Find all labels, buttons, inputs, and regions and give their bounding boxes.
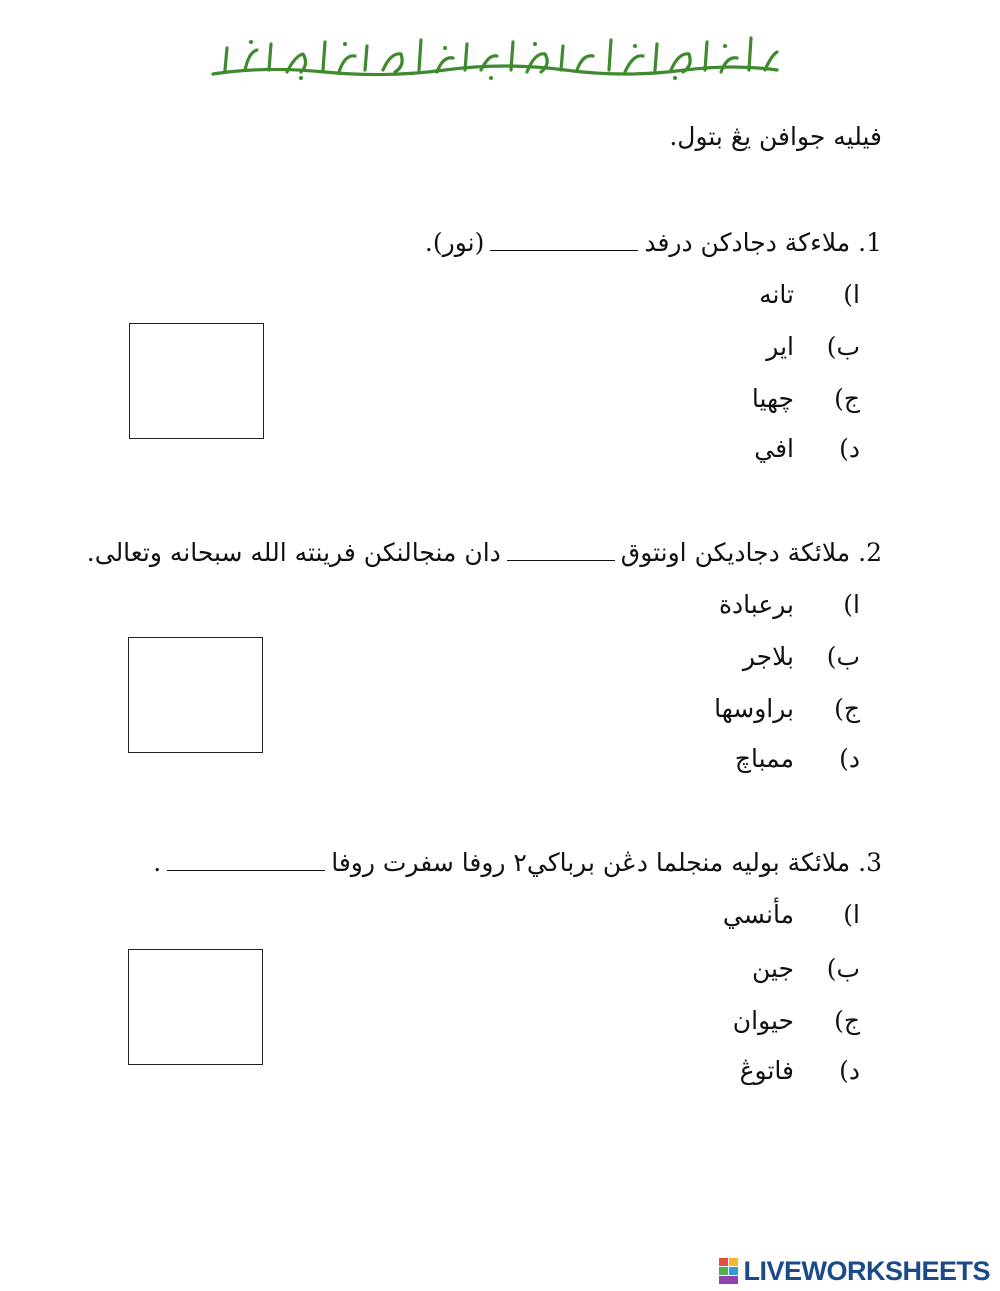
option-text: تانه (759, 280, 794, 309)
calligraphy-logo (205, 30, 785, 82)
option-letter: د) (839, 744, 860, 773)
logo-text: LIVEWORKSHEETS (743, 1255, 990, 1286)
question-text-end: . (153, 848, 162, 877)
option-text: براوسها (714, 694, 794, 723)
question-text-start: ملائکة دجاديکن اونتوق (620, 538, 851, 567)
option-text: برعبادة (718, 590, 794, 619)
option-text: فاتوڠ (739, 1056, 794, 1085)
option-a (759, 280, 860, 309)
option-d (754, 434, 860, 463)
question-2 (87, 538, 882, 567)
option-letter: ج) (834, 694, 860, 723)
option-text: چهيا (751, 384, 794, 413)
option-d (735, 744, 860, 773)
option-letter: ب) (826, 332, 860, 361)
option-a (719, 590, 860, 619)
option-letter: د) (839, 1056, 860, 1085)
option-text: ممباچ (734, 744, 794, 773)
option-d (740, 1056, 860, 1085)
option-letter: ب) (826, 954, 860, 983)
liveworksheets-icon (719, 1258, 739, 1284)
option-text: بلاجر (742, 642, 794, 671)
instruction-text: فيليه جوافن يڠ بتول. (669, 122, 882, 151)
option-c (733, 1006, 860, 1035)
option-c (752, 384, 860, 413)
question-text-start: ملائکة بوليه منجلما دڠن برباکي٢ روفا سفرت روفا (331, 848, 851, 877)
option-c (714, 694, 860, 723)
option-letter: ا) (843, 590, 860, 619)
option-letter: د) (839, 434, 860, 463)
question-text-end: (نور). (424, 228, 485, 257)
option-text: جين (751, 954, 794, 983)
question-text-end: دان منجالنکن فرينته الله سبحانه وتعالى. (86, 538, 501, 567)
option-text: مأنسي (722, 900, 794, 929)
answer-box-question-1[interactable] (129, 323, 264, 439)
answer-blank (490, 230, 638, 251)
liveworksheets-logo[interactable] (719, 1255, 990, 1287)
school-name-calligraphy-banner (205, 30, 785, 82)
option-letter: ا) (843, 900, 860, 929)
question-number: 1. (858, 228, 882, 257)
option-text: اير (766, 332, 794, 361)
option-letter: ب) (826, 642, 860, 671)
question-text-start: ملاءکة دجادکن درفد (644, 228, 851, 257)
answer-box-question-2[interactable] (128, 637, 263, 753)
option-a (723, 900, 860, 929)
option-b (743, 642, 860, 671)
question-1 (425, 228, 882, 257)
question-3 (153, 848, 882, 877)
answer-blank (507, 540, 615, 561)
answer-box-question-3[interactable] (128, 949, 263, 1065)
question-number: 2. (858, 538, 882, 567)
option-letter: ج) (834, 1006, 860, 1035)
option-letter: ا) (843, 280, 860, 309)
option-text: حيوان (732, 1006, 794, 1035)
option-letter: ج) (834, 384, 860, 413)
option-b (766, 332, 860, 361)
option-text: افي (754, 434, 794, 463)
question-number: 3. (858, 848, 882, 877)
answer-blank (167, 850, 325, 871)
option-b (752, 954, 860, 983)
